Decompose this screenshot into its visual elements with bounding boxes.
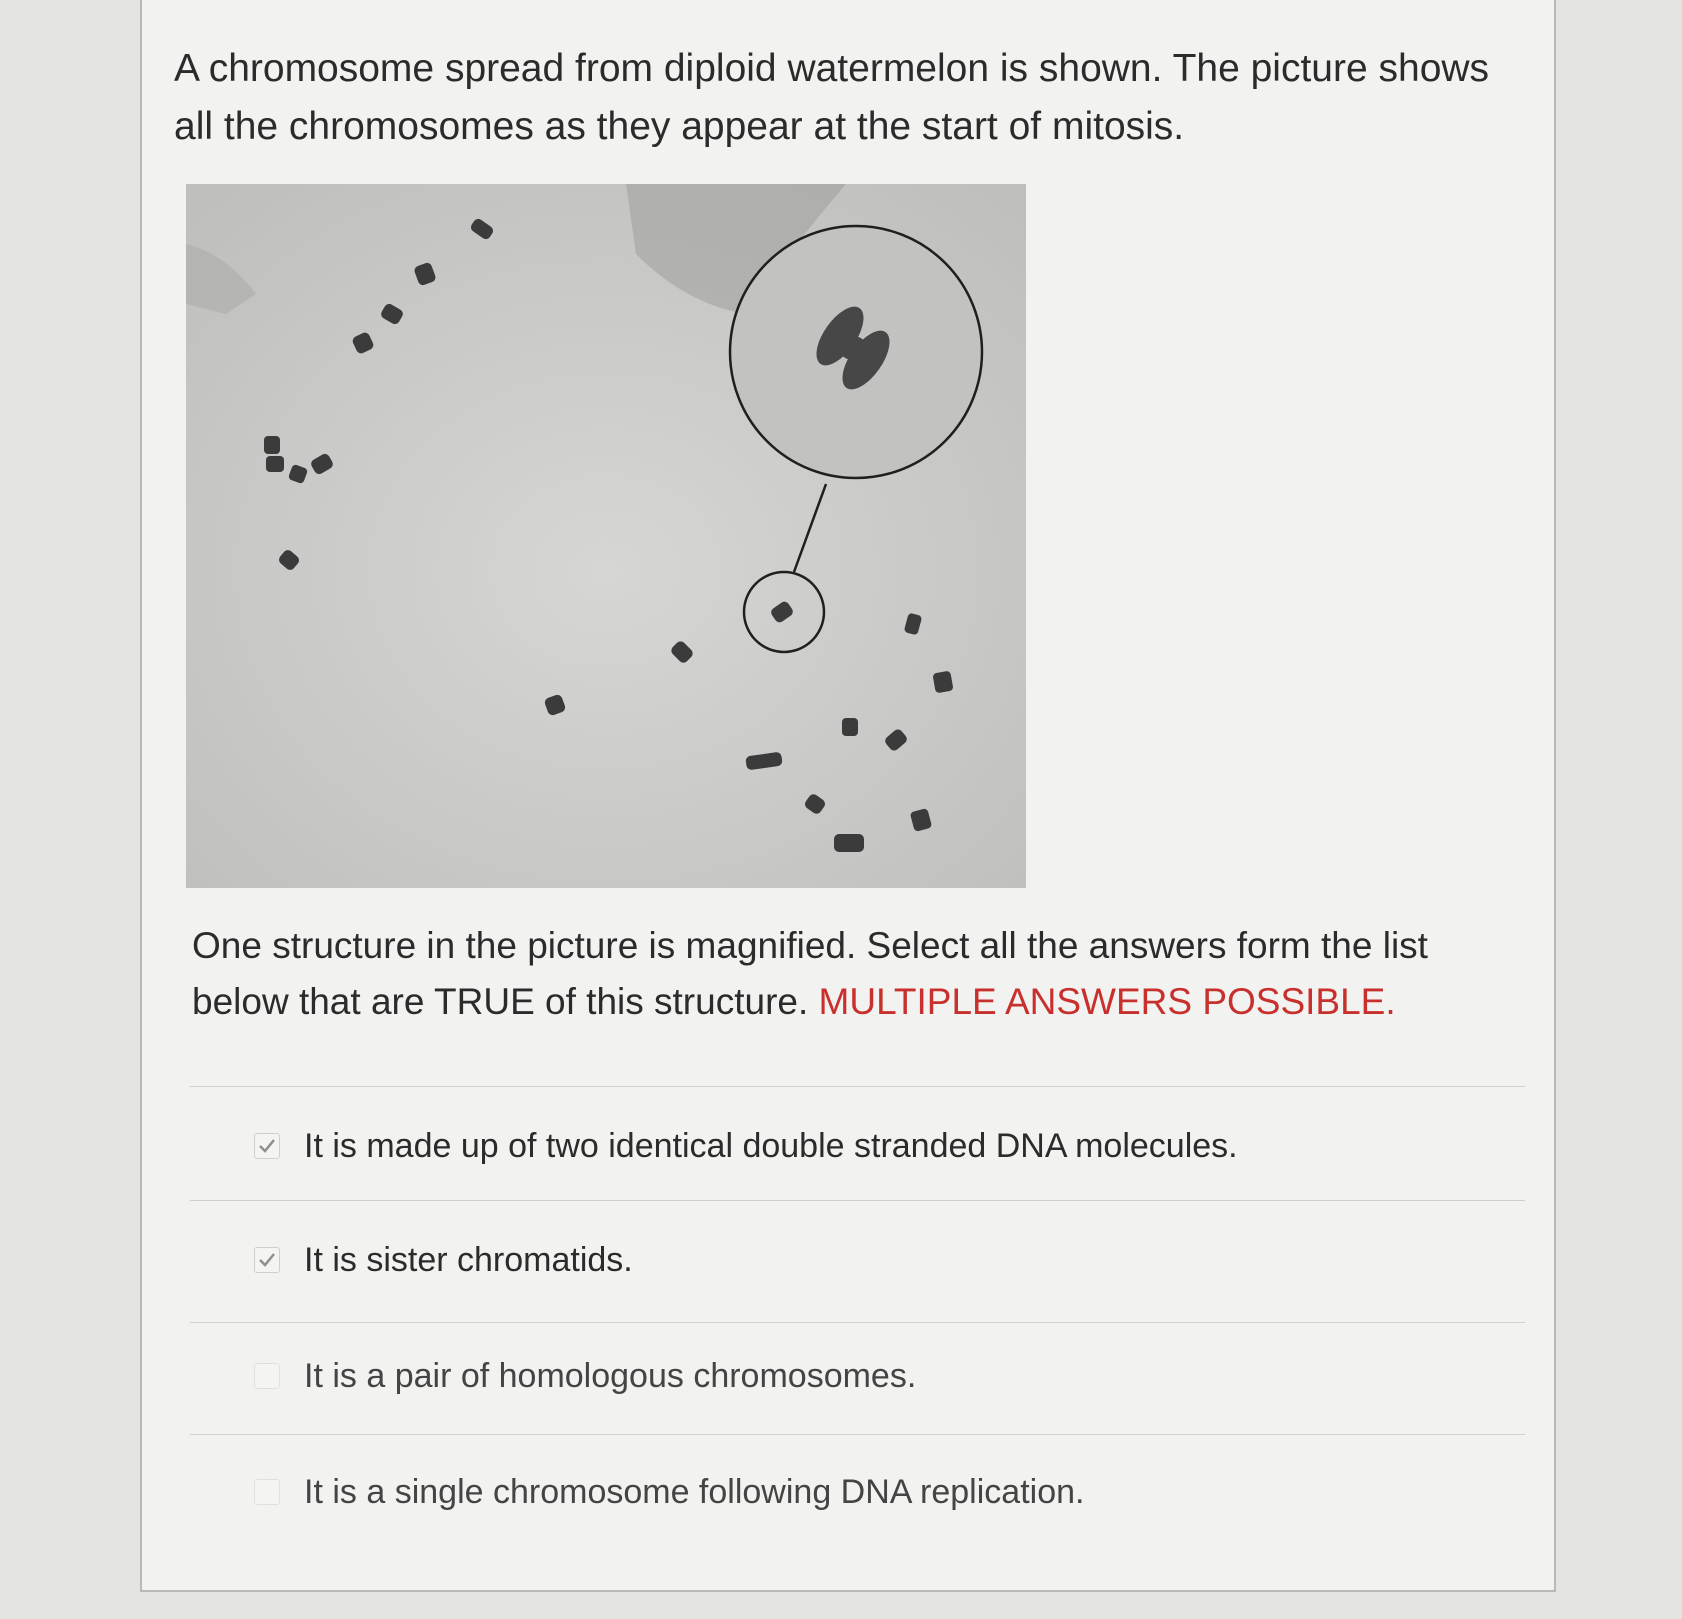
checkmark-icon [258,1252,276,1268]
divider [190,1322,1525,1323]
answer-option-2[interactable] [254,1230,1454,1290]
checkmark-icon [258,1138,276,1154]
question-intro: A chromosome spread from diploid watermelon is shown. The picture shows all the chromosomes as they appear at the start of mitosis. [174,47,1490,148]
answer-option-label: It is made up of two identical double stranded DNA molecules. [304,1126,1238,1165]
divider [190,1434,1525,1435]
answer-option-label: It is a single chromosome following DNA replication. [304,1472,1085,1511]
micrograph-svg [186,184,1026,888]
divider [190,1086,1525,1087]
answer-option-3[interactable] [254,1346,1454,1406]
answer-option-label: It is a pair of homologous chromosomes. [304,1356,917,1395]
divider [190,1200,1525,1201]
question-prompt-text: One structure in the picture is magnified. Select all the answers form the list below that are TRUE of this structure. [192,925,1428,1022]
chromosome-micrograph [186,184,1026,888]
question-prompt [192,918,1522,1030]
multiple-answers-hint: MULTIPLE ANSWERS POSSIBLE. [818,981,1396,1022]
checkbox-unchecked[interactable] [254,1479,280,1505]
answer-option-4[interactable] [254,1462,1454,1522]
checkbox-checked[interactable] [254,1133,280,1159]
checkbox-unchecked[interactable] [254,1363,280,1389]
answer-option-1[interactable] [254,1116,1454,1176]
question-card [140,0,1556,1592]
checkbox-checked[interactable] [254,1247,280,1273]
answer-option-label: It is sister chromatids. [304,1240,633,1279]
